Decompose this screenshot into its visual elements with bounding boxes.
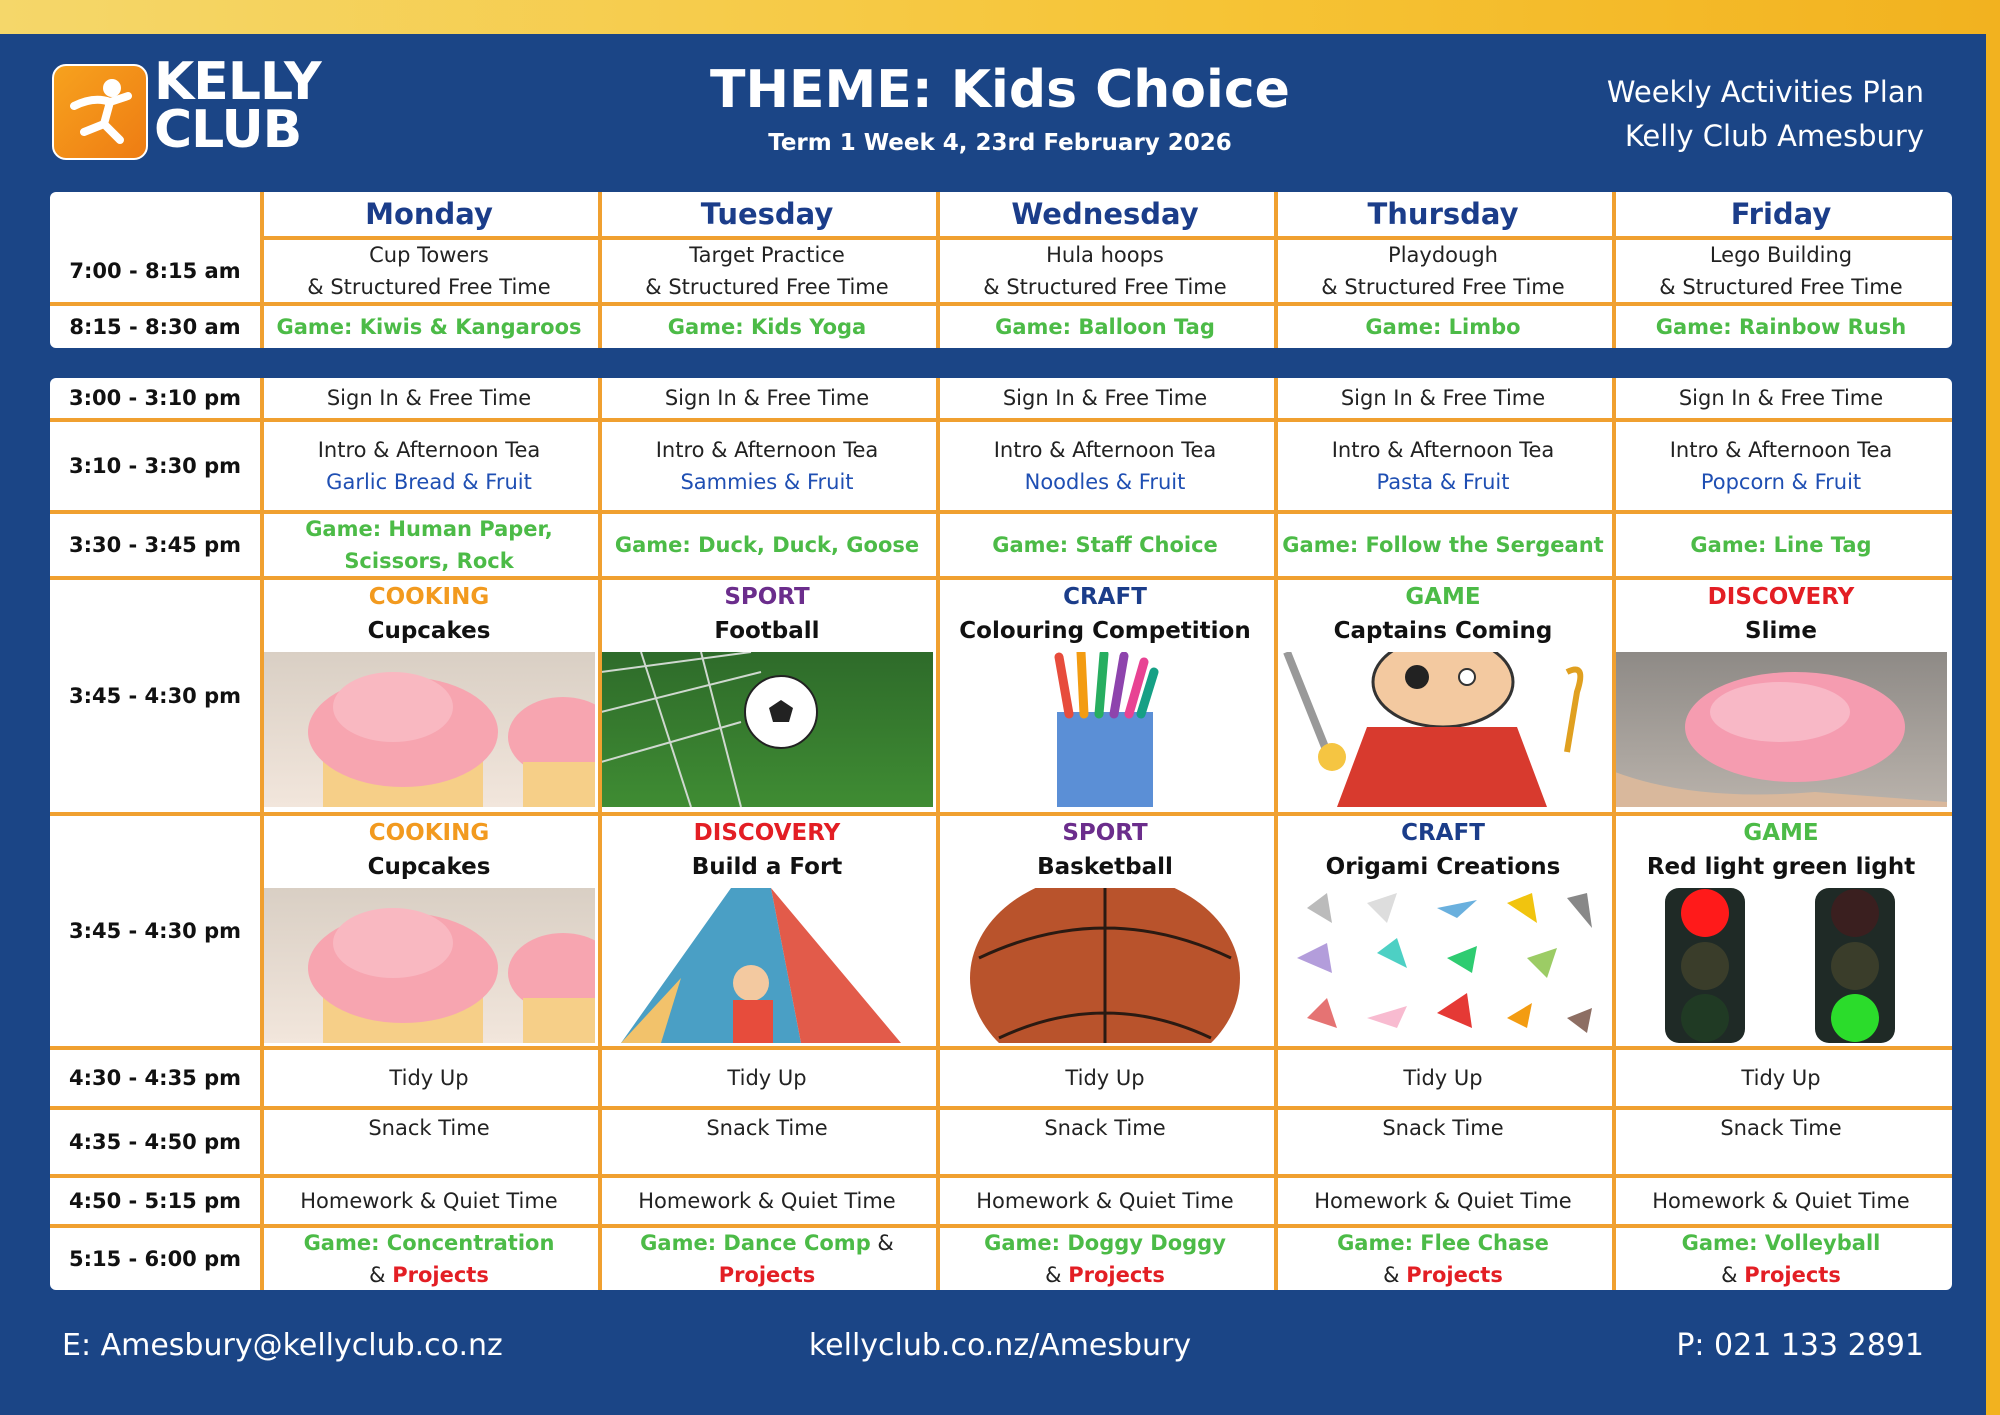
sign-in-cell: Sign In & Free Time: [1678, 386, 1884, 410]
activity-card: [1612, 580, 1950, 812]
traffic-light-image: [1615, 888, 1947, 1043]
morning-schedule-table: [50, 192, 1952, 348]
intro-label: Intro & Afternoon Tea: [1331, 438, 1555, 462]
tea-food: Noodles & Fruit: [1024, 470, 1186, 494]
final-game-cell: [260, 1228, 598, 1290]
schedule-row: [50, 514, 1952, 576]
tea-food: Popcorn & Fruit: [1700, 470, 1862, 494]
schedule-row: [50, 1110, 1952, 1174]
footer-phone[interactable]: P: 021 133 2891: [1676, 1328, 1924, 1363]
tea-cell: [1274, 422, 1612, 510]
intro-label: Intro & Afternoon Tea: [1669, 438, 1893, 462]
kelly-club-logo[interactable]: [52, 52, 321, 160]
pencils-image: [939, 652, 1271, 807]
snack-cell: Snack Time: [1382, 1116, 1504, 1140]
projects-label: Projects: [1744, 1263, 1841, 1287]
day-header: Thursday: [1367, 197, 1519, 231]
activity-cell: [1274, 240, 1612, 302]
schedule-row: [50, 422, 1952, 510]
category-label: SPORT: [1062, 820, 1148, 846]
tidy-up-cell: Tidy Up: [389, 1066, 469, 1090]
activity-title: Basketball: [1037, 854, 1173, 880]
activity-card: [598, 580, 936, 812]
game-cell: Game: Duck, Duck, Goose: [614, 533, 920, 557]
projects-label: Projects: [1406, 1263, 1503, 1287]
activity-title: Colouring Competition: [959, 618, 1251, 644]
activity: Cup Towers: [369, 243, 489, 267]
afternoon-schedule-table: [50, 378, 1952, 1290]
projects-prefix: &: [1383, 1263, 1400, 1287]
homework-cell: Homework & Quiet Time: [1652, 1189, 1910, 1213]
schedule-row: [50, 378, 1952, 418]
time-label: 5:15 - 6:00 pm: [68, 1247, 242, 1271]
time-label: 3:45 - 4:30 pm: [68, 919, 242, 943]
runner-icon: [52, 64, 148, 160]
schedule-row: [50, 1178, 1952, 1224]
final-game-cell: [1274, 1228, 1612, 1290]
game-cell: Game: Human Paper, Scissors, Rock: [305, 517, 553, 573]
tea-food: Pasta & Fruit: [1376, 470, 1510, 494]
time-label: 4:50 - 5:15 pm: [68, 1189, 242, 1213]
game-cell: Game: Balloon Tag: [995, 315, 1215, 339]
schedule-row: [50, 306, 1952, 348]
projects-prefix: &: [1045, 1263, 1062, 1287]
game-cell: Game: Kiwis & Kangaroos: [276, 315, 582, 339]
column-divider: [598, 192, 602, 348]
projects-label: Projects: [392, 1263, 489, 1287]
final-game: Game: Doggy Doggy: [984, 1231, 1226, 1255]
category-label: SPORT: [724, 584, 810, 610]
activity-card: [936, 580, 1274, 812]
schedule-row: [50, 1050, 1952, 1106]
basketball-image: [939, 888, 1271, 1043]
final-game-cell: [936, 1228, 1274, 1290]
tea-food: Sammies & Fruit: [680, 470, 854, 494]
day-header: Tuesday: [700, 197, 834, 231]
time-label: 3:45 - 4:30 pm: [68, 684, 242, 708]
activity-card: [598, 816, 936, 1046]
day-header: Monday: [365, 197, 493, 231]
category-label: GAME: [1405, 584, 1481, 610]
intro-label: Intro & Afternoon Tea: [317, 438, 541, 462]
projects-prefix: &: [877, 1231, 894, 1255]
projects-label: Projects: [718, 1263, 816, 1287]
column-divider: [260, 192, 264, 348]
page-subtitle: Term 1 Week 4, 23rd February 2026: [768, 130, 1232, 156]
homework-cell: Homework & Quiet Time: [638, 1189, 896, 1213]
homework-cell: Homework & Quiet Time: [300, 1189, 558, 1213]
activity-card: [1274, 580, 1612, 812]
fort-image: [601, 888, 933, 1043]
category-label: DISCOVERY: [1707, 584, 1855, 610]
activity-suffix: & Structured Free Time: [983, 275, 1227, 299]
schedule-row: [50, 240, 1952, 302]
activity-card: [1274, 816, 1612, 1046]
activity-suffix: & Structured Free Time: [307, 275, 551, 299]
tea-food: Garlic Bread & Fruit: [326, 470, 532, 494]
projects-prefix: &: [1721, 1263, 1738, 1287]
activity-card: [1612, 816, 1950, 1046]
snack-cell: Snack Time: [368, 1116, 490, 1140]
pirate-image: [1277, 652, 1609, 807]
logo-line1: KELLY: [154, 52, 321, 112]
snack-cell: Snack Time: [706, 1116, 828, 1140]
final-game: Game: Dance Comp: [640, 1231, 871, 1255]
activity-title: Football: [714, 618, 820, 644]
tea-cell: [260, 422, 598, 510]
activity-title: Build a Fort: [691, 854, 843, 880]
time-label: 3:10 - 3:30 pm: [68, 454, 242, 478]
column-divider: [1612, 378, 1616, 1290]
final-game-cell: [1612, 1228, 1950, 1290]
category-label: GAME: [1743, 820, 1819, 846]
activity-block-row: [50, 816, 1952, 1046]
activity-title: Captains Coming: [1333, 618, 1553, 644]
activity-title: Red light green light: [1646, 854, 1916, 880]
category-label: CRAFT: [1063, 584, 1147, 610]
column-divider: [1274, 192, 1278, 348]
activity-cell: [936, 240, 1274, 302]
category-label: DISCOVERY: [693, 820, 841, 846]
activity-cell: [1612, 240, 1950, 302]
activity-title: Origami Creations: [1325, 854, 1561, 880]
column-divider: [1274, 378, 1278, 1290]
column-divider: [598, 378, 602, 1290]
time-label: 3:00 - 3:10 pm: [68, 386, 242, 410]
tea-cell: [598, 422, 936, 510]
category-label: COOKING: [368, 820, 490, 846]
column-divider: [260, 378, 264, 1290]
origami-image: [1277, 888, 1609, 1043]
activity-card: [260, 580, 598, 812]
sign-in-cell: Sign In & Free Time: [664, 386, 870, 410]
tidy-up-cell: Tidy Up: [1741, 1066, 1821, 1090]
activity-title: Slime: [1745, 618, 1817, 644]
projects-label: Projects: [1068, 1263, 1165, 1287]
category-label: CRAFT: [1401, 820, 1485, 846]
activity-suffix: & Structured Free Time: [1659, 275, 1903, 299]
activity: Target Practice: [689, 243, 845, 267]
activity: Lego Building: [1709, 243, 1853, 267]
footer-website[interactable]: kellyclub.co.nz/Amesbury: [808, 1328, 1192, 1363]
homework-cell: Homework & Quiet Time: [976, 1189, 1234, 1213]
category-label: COOKING: [368, 584, 490, 610]
time-label: 8:15 - 8:30 am: [69, 315, 241, 339]
activity-block-row: [50, 580, 1952, 812]
time-label: 3:30 - 3:45 pm: [68, 533, 242, 557]
day-header: Wednesday: [1011, 197, 1199, 231]
column-divider: [1612, 192, 1616, 348]
snack-cell: Snack Time: [1044, 1116, 1166, 1140]
footer-email[interactable]: E: Amesbury@kellyclub.co.nz: [62, 1328, 503, 1363]
snack-cell: Snack Time: [1720, 1116, 1842, 1140]
column-divider: [936, 192, 940, 348]
activity-title: Cupcakes: [367, 854, 491, 880]
homework-cell: Homework & Quiet Time: [1314, 1189, 1572, 1213]
activity-title: Cupcakes: [367, 618, 491, 644]
page-title: THEME: Kids Choice: [710, 60, 1290, 120]
header-right-info: [1607, 70, 1924, 158]
day-header-row: [50, 192, 1952, 236]
sign-in-cell: Sign In & Free Time: [1340, 386, 1546, 410]
schedule-row: [50, 1228, 1952, 1290]
logo-line2: CLUB: [154, 100, 302, 160]
intro-label: Intro & Afternoon Tea: [993, 438, 1217, 462]
time-label: 4:35 - 4:50 pm: [68, 1130, 242, 1154]
activity-cell: [260, 240, 598, 302]
column-divider: [936, 378, 940, 1290]
activity-suffix: & Structured Free Time: [645, 275, 889, 299]
tea-cell: [1612, 422, 1950, 510]
activity-cell: [598, 240, 936, 302]
day-header: Friday: [1730, 197, 1832, 231]
tea-cell: [936, 422, 1274, 510]
tidy-up-cell: Tidy Up: [727, 1066, 807, 1090]
slime-image: [1615, 652, 1947, 807]
final-game-cell: [598, 1228, 936, 1290]
activity-suffix: & Structured Free Time: [1321, 275, 1565, 299]
football-image: [601, 652, 933, 807]
game-cell: Game: Follow the Sergeant: [1282, 533, 1604, 557]
plan-label: Weekly Activities Plan: [1606, 75, 1924, 109]
sign-in-cell: Sign In & Free Time: [326, 386, 532, 410]
tidy-up-cell: Tidy Up: [1065, 1066, 1145, 1090]
final-game: Game: Volleyball: [1681, 1231, 1881, 1255]
tidy-up-cell: Tidy Up: [1403, 1066, 1483, 1090]
final-game: Game: Concentration: [303, 1231, 555, 1255]
blank-corner: [50, 192, 260, 236]
projects-prefix: &: [369, 1263, 386, 1287]
game-cell: Game: Line Tag: [1690, 533, 1872, 557]
game-cell: Game: Rainbow Rush: [1655, 315, 1907, 339]
game-cell: Game: Staff Choice: [992, 533, 1218, 557]
activity: Hula hoops: [1046, 243, 1164, 267]
time-label: 4:30 - 4:35 pm: [68, 1066, 242, 1090]
top-accent-bar: [0, 0, 2000, 34]
time-label: 7:00 - 8:15 am: [69, 259, 241, 283]
game-cell: Game: Limbo: [1365, 315, 1521, 339]
activity-card: [260, 816, 598, 1046]
activity-card: [936, 816, 1274, 1046]
sign-in-cell: Sign In & Free Time: [1002, 386, 1208, 410]
activity: Playdough: [1388, 243, 1498, 267]
club-name: Kelly Club Amesbury: [1624, 119, 1924, 153]
cupcake-image: [263, 652, 595, 807]
logo-text: [154, 52, 321, 160]
game-cell: Game: Kids Yoga: [667, 315, 867, 339]
final-game: Game: Flee Chase: [1337, 1231, 1549, 1255]
intro-label: Intro & Afternoon Tea: [655, 438, 879, 462]
cupcake-image: [263, 888, 595, 1043]
